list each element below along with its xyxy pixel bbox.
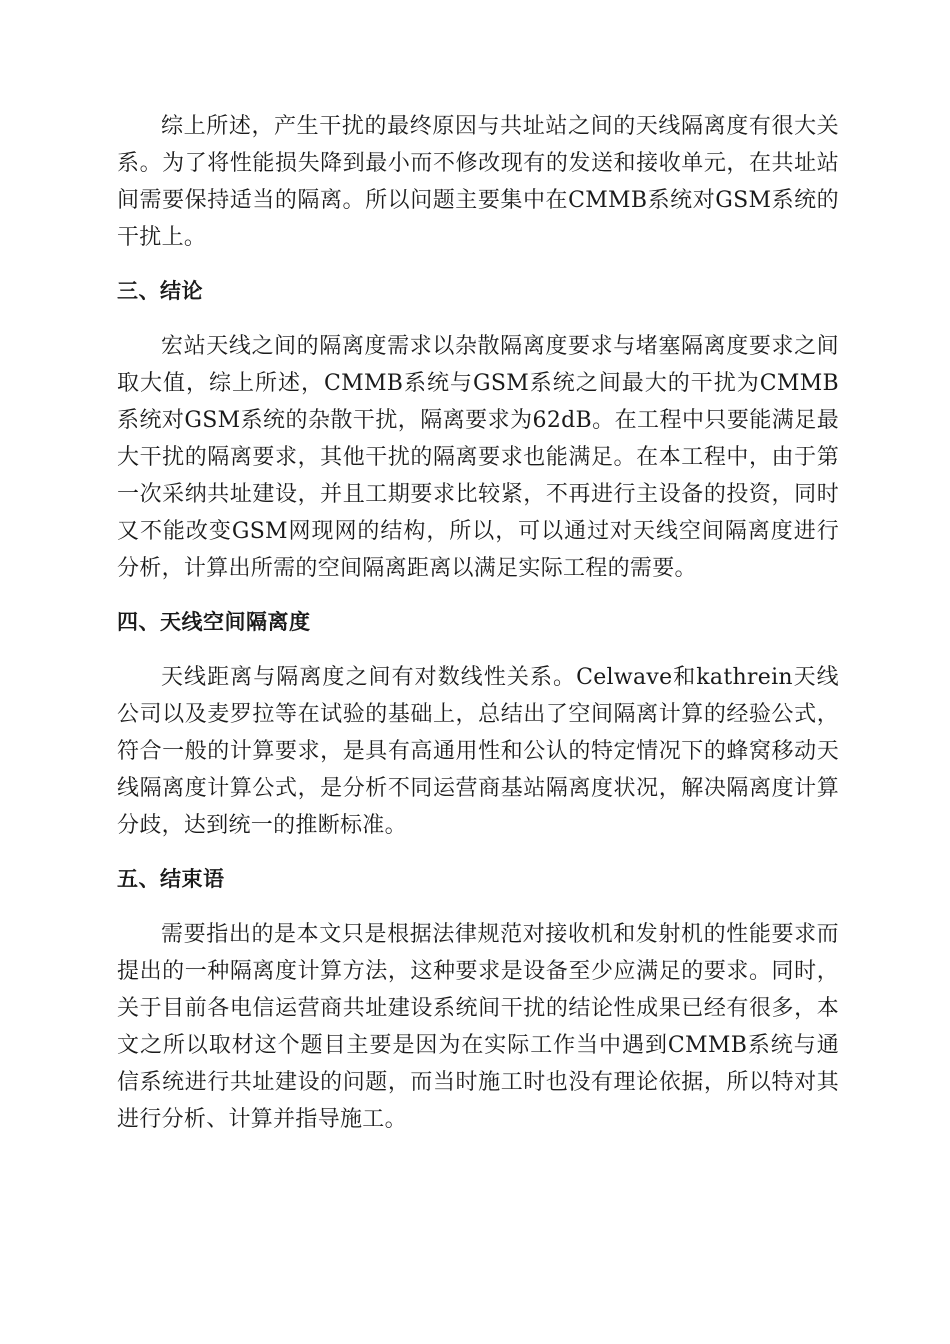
section-heading-closing-remarks: 五、结束语 xyxy=(117,867,225,891)
paragraph-antenna-isolation: 天线距离与隔离度之间有对数线性关系。Celwave和kathrein天线公司以及麦罗拉等在试验的基础上，总结出了空间隔离计算的经验公式，符合一般的计算要求，是具有高通用性和公认的特定情况下的蜂窝移动天线隔离度计算公式，是分析不同运营商基站隔离度状况，解决隔离度计算分歧，达到统一的推断标准。 xyxy=(117,665,839,838)
section-heading-antenna-isolation: 四、天线空间隔离度 xyxy=(117,610,311,634)
paragraph-closing-remarks: 需要指出的是本文只是根据法律规范对接收机和发射机的性能要求而提出的一种隔离度计算方法，这种要求是设备至少应满足的要求。同时，关于目前各电信运营商共址建设系统间干扰的结论性成果已经有很多，本文之所以取材这个题目主要是因为在实际工作当中遇到CMMB系统与通信系统进行共址建设的问题，而当时施工时也没有理论依据，所以特对其进行分析、计算并指导施工。 xyxy=(117,922,839,1132)
paragraph-summary: 综上所述，产生干扰的最终原因与共址站之间的天线隔离度有很大关系。为了将性能损失降到最小而不修改现有的发送和接收单元，在共址站间需要保持适当的隔离。所以问题主要集中在CMMB系统对GSM系统的干扰上。 xyxy=(117,114,839,250)
paragraph-conclusion: 宏站天线之间的隔离度需求以杂散隔离度要求与堵塞隔离度要求之间取大值，综上所述，CMMB系统与GSM系统之间最大的干扰为CMMB系统对GSM系统的杂散干扰，隔离要求为62dB。在工程中只要能满足最大干扰的隔离要求，其他干扰的隔离要求也能满足。在本工程中，由于第一次采纳共址建设，并且工期要求比较紧，不再进行主设备的投资，同时又不能改变GSM网现网的结构，所以，可以通过对天线空间隔离度进行分析，计算出所需的空间隔离距离以满足实际工程的需要。 xyxy=(117,334,839,581)
document-page xyxy=(117,108,839,1138)
section-heading-conclusion: 三、结论 xyxy=(117,279,203,303)
